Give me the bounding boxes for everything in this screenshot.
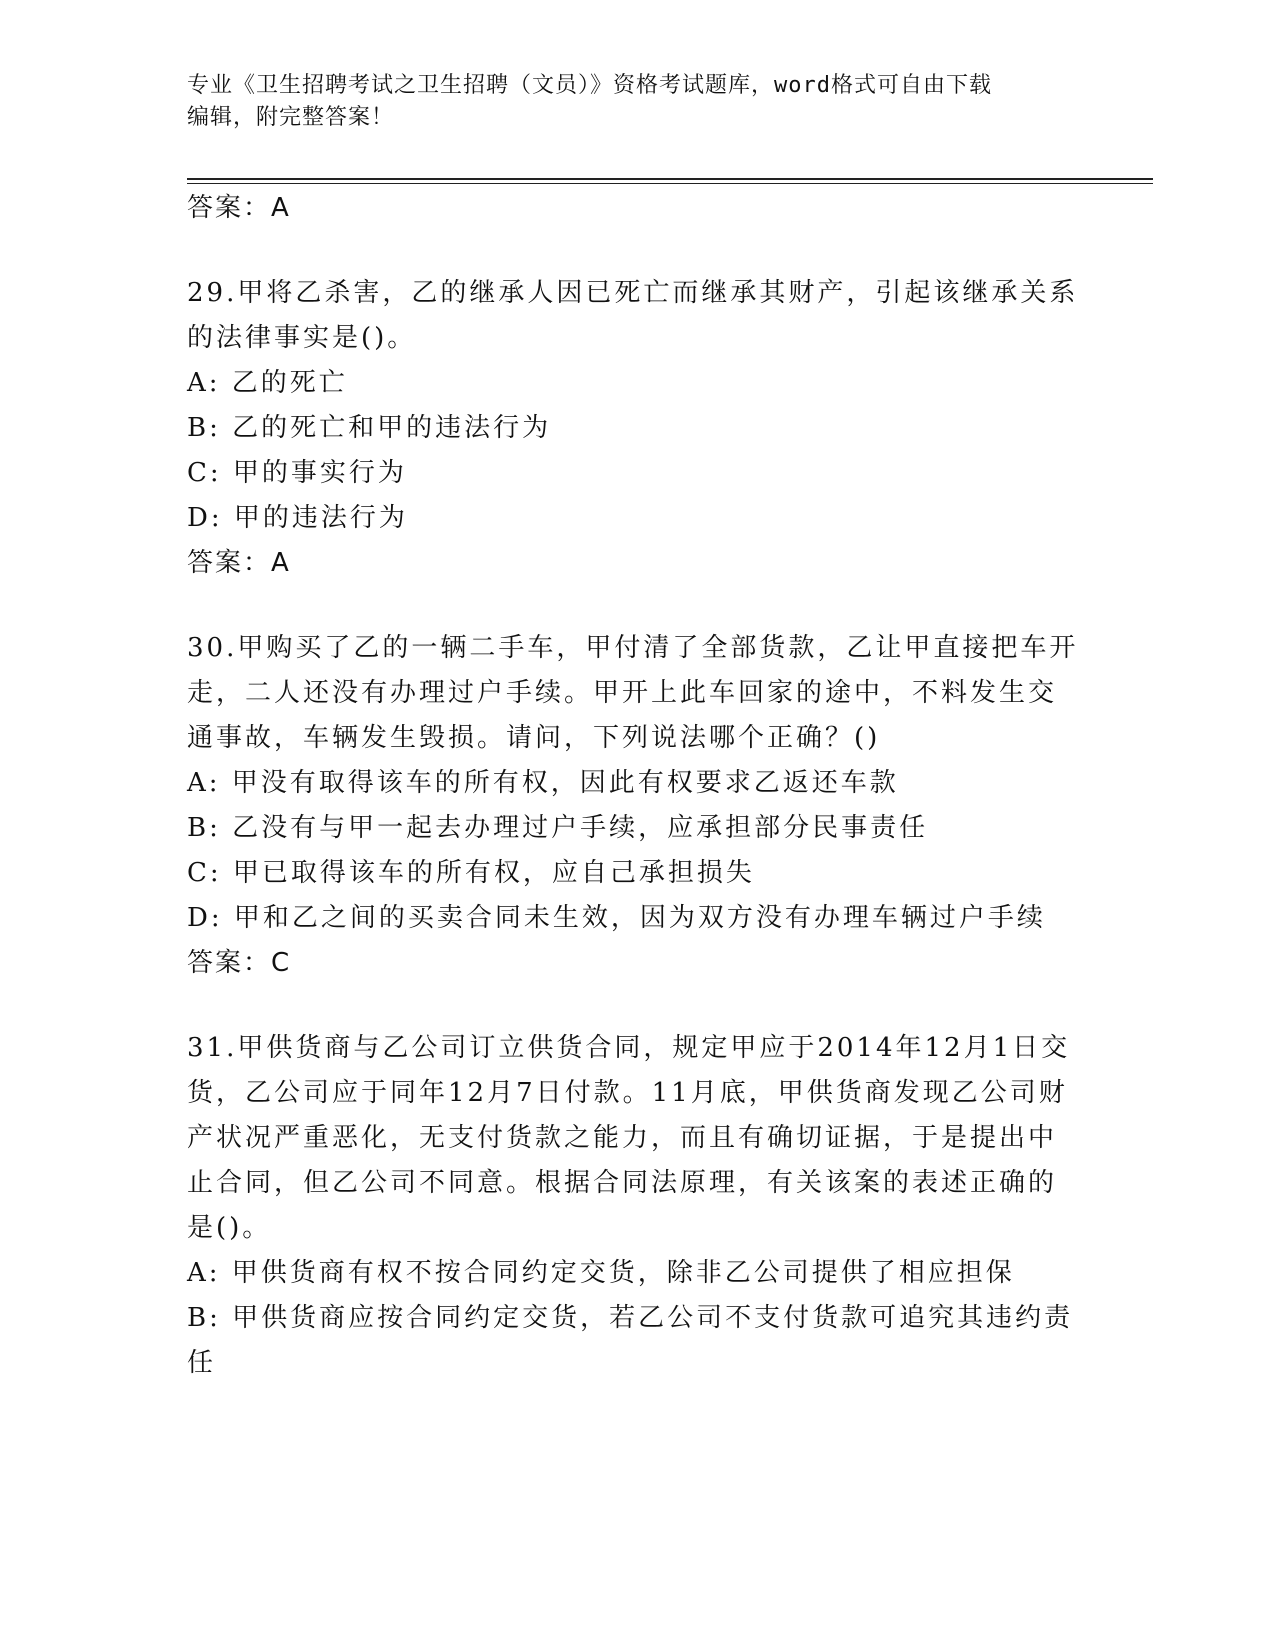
stem-line: 30.甲购买了乙的一辆二手车，甲付清了全部货款，乙让甲直接把车开: [187, 633, 1079, 663]
option-d: D: 甲和乙之间的买卖合同未生效，因为双方没有办理车辆过户手续: [187, 903, 1046, 933]
header-line-1: 专业《卫生招聘考试之卫生招聘（文员）》资格考试题库，word格式可自由下载: [187, 73, 992, 98]
option-c: C: 甲的事实行为: [187, 458, 407, 488]
option-d: D: 甲的违法行为: [187, 503, 408, 533]
option-b: B: 乙没有与甲一起去办理过户手续，应承担部分民事责任: [187, 813, 929, 843]
answer-line: 答案：C: [187, 948, 292, 978]
question-stem: [187, 271, 1087, 361]
document-header: [187, 70, 1067, 134]
stem-line: 货，乙公司应于同年12月7日付款。11月底，甲供货商发现乙公司财: [187, 1078, 1068, 1108]
stem-line: 产状况严重恶化，无支付货款之能力，而且有确切证据，于是提出中: [187, 1123, 1058, 1153]
question-29: [187, 271, 1087, 586]
question-stem: [187, 626, 1087, 761]
option-a: A: 甲没有取得该车的所有权，因此有权要求乙返还车款: [187, 768, 899, 798]
stem-line: 是()。: [187, 1213, 272, 1243]
stem-line: 29.甲将乙杀害，乙的继承人因已死亡而继承其财产，引起该继承关系: [187, 278, 1079, 308]
stem-line: 止合同，但乙公司不同意。根据合同法原理，有关该案的表述正确的: [187, 1168, 1058, 1198]
header-divider: [187, 178, 1153, 180]
header-line-2: 编辑，附完整答案！: [187, 105, 395, 130]
question-30: [187, 626, 1087, 986]
option-c: C: 甲已取得该车的所有权，应自己承担损失: [187, 858, 755, 888]
stem-line: 通事故，车辆发生毁损。请问，下列说法哪个正确？(): [187, 723, 881, 753]
option-a: A: 乙的死亡: [187, 368, 348, 398]
question-31: [187, 1026, 1087, 1386]
stem-line: 的法律事实是()。: [187, 323, 417, 353]
answer-line: 答案：A: [187, 193, 291, 223]
option-a: A: 甲供货商有权不按合同约定交货，除非乙公司提供了相应担保: [187, 1258, 1015, 1288]
option-b: B: 甲供货商应按合同约定交货，若乙公司不支付货款可追究其违约责: [187, 1303, 1074, 1333]
answer-line: 答案：A: [187, 548, 291, 578]
stem-line: 31.甲供货商与乙公司订立供货合同，规定甲应于2014年12月1日交: [187, 1033, 1071, 1063]
header-divider-thin: [187, 183, 1153, 184]
option-b-continued: 任: [187, 1348, 217, 1378]
option-b: B: 乙的死亡和甲的违法行为: [187, 413, 552, 443]
question-stem: [187, 1026, 1087, 1251]
stem-line: 走，二人还没有办理过户手续。甲开上此车回家的途中，不料发生交: [187, 678, 1058, 708]
question-list: [187, 186, 1087, 1426]
